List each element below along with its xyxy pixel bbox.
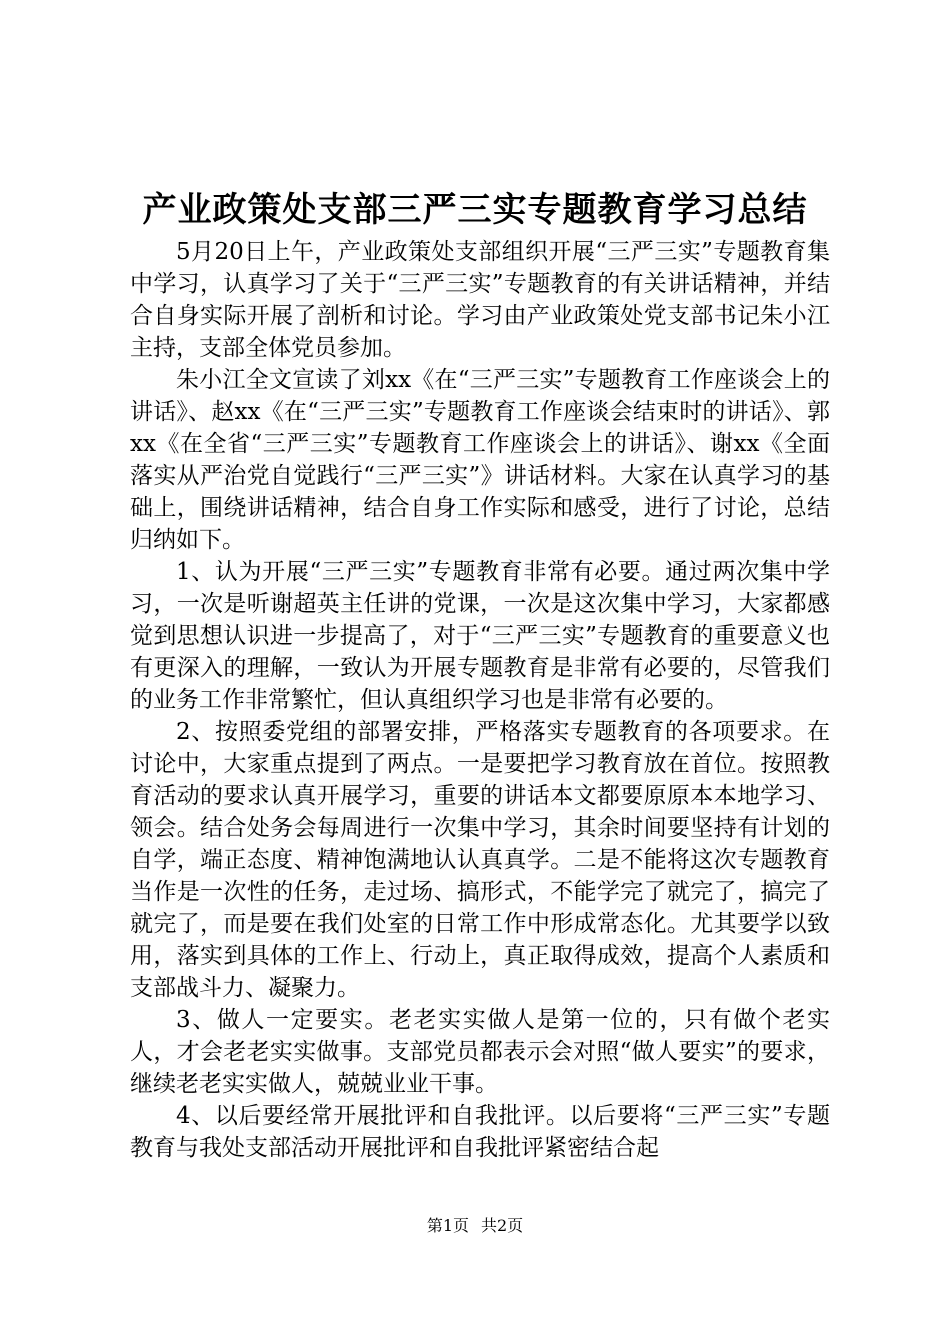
paragraph-point-2: 2、按照委党组的部署安排，严格落实专题教育的各项要求。在讨论中，大家重点提到了两点。一是要把学习教育放在首位。按照教育活动的要求认真开展学习，重要的讲话本文都要原原本本地学习、领会。结合处务会每周进行一次集中学习，其余时间要坚持有计划的自学，端正态度、精神饱满地认认真真学。二是不能将这次专题教育当作是一次性的任务，走过场、搞形式，不能学完了就完了，搞完了就完了，而是要在我们处室的日常工作中形成常态化。尤其要学以致用，落实到具体的工作上、行动上，真正取得成效，提高个人素质和支部战斗力、凝聚力。 [130, 719, 830, 1001]
paragraph-intro: 5月20日上午，产业政策处支部组织开展“三严三实”专题教育集中学习，认真学习了关于“三严三实”专题教育的有关讲话精神，并结合自身实际开展了剖析和讨论。学习由产业政策处党支部书记朱小江主持，支部全体党员参加。 [130, 239, 830, 361]
page-number: 第1页 [426, 1216, 469, 1235]
paragraph-reading: 朱小江全文宣读了刘xx《在“三严三实”专题教育工作座谈会上的讲话》、赵xx《在“三严三实”专题教育工作座谈会结束时的讲话》、郭xx《在全省“三严三实”专题教育工作座谈会上的讲话》、谢xx《全面落实从严治党自觉践行“三严三实”》讲话材料。大家在认真学习的基础上，围绕讲话精神，结合自身工作实际和感受，进行了讨论，总结归纳如下。 [130, 367, 830, 553]
paragraph-point-1: 1、认为开展“三严三实”专题教育非常有必要。通过两次集中学习，一次是听谢超英主任讲的党课，一次是这次集中学习，大家都感觉到思想认识进一步提高了，对于“三严三实”专题教育的重要意义也有更深入的理解，一致认为开展专题教育是非常有必要的，尽管我们的业务工作非常繁忙，但认真组织学习也是非常有必要的。 [130, 559, 830, 713]
page-total: 共2页 [481, 1216, 524, 1235]
page-footer [0, 1215, 950, 1237]
document-title: 产业政策处支部三严三实专题教育学习总结 [142, 190, 808, 230]
paragraph-point-3: 3、做人一定要实。老老实实做人是第一位的，只有做个老实人，才会老老实实做事。支部党员都表示会对照“做人要实”的要求，继续老老实实做人，兢兢业业干事。 [130, 1007, 830, 1097]
document-body [130, 236, 830, 1164]
paragraph-point-4: 4、以后要经常开展批评和自我批评。以后要将“三严三实”专题教育与我处支部活动开展批评和自我批评紧密结合起 [130, 1103, 830, 1161]
